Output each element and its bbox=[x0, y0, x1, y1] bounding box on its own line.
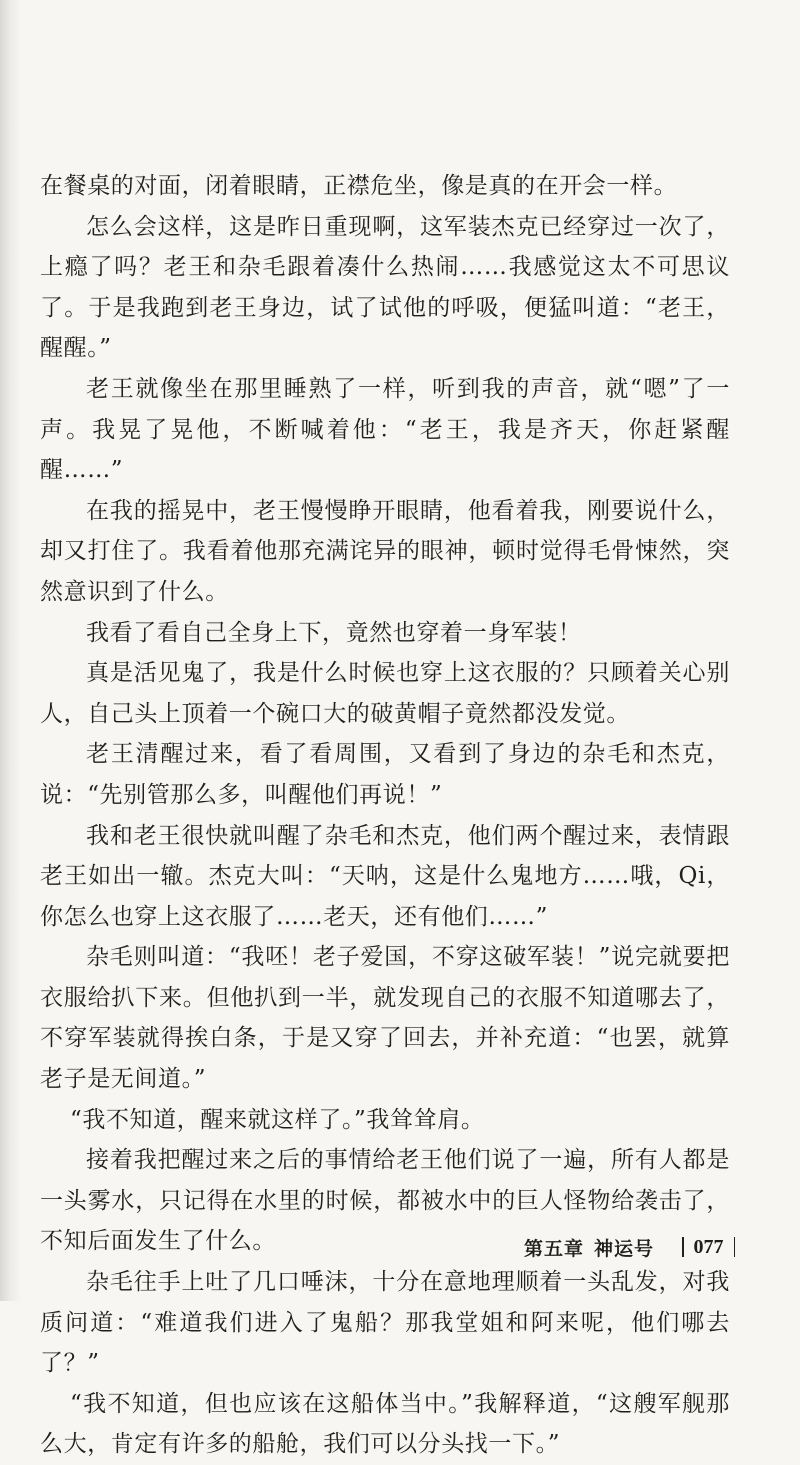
footer-separator-right bbox=[734, 1237, 736, 1257]
paragraph-7: 老王清醒过来，看了看周围，又看到了身边的杂毛和杰克，说：“先别管那么多，叫醒他们再说！” bbox=[40, 741, 730, 808]
page-body bbox=[40, 166, 730, 1465]
binding-shadow bbox=[0, 0, 22, 1301]
paragraph-6: 真是活见鬼了，我是什么时候也穿上这衣服的？只顾着关心别人，自己头上顶着一个碗口大的破黄帽子竟然都没发觉。 bbox=[40, 660, 730, 727]
paragraph-12: 杂毛往手上吐了几口唾沫，十分在意地理顺着一头乱发，对我质问道：“难道我们进入了鬼船？那我堂姐和阿来呢，他们哪去了？” bbox=[40, 1269, 730, 1377]
paragraph-3: 老王就像坐在那里睡熟了一样，听到我的声音，就“嗯”了一声。我晃了晃他，不断喊着他：“老王，我是齐天，你赶紧醒醒……” bbox=[40, 375, 730, 484]
paragraph-8: 我和老王很快就叫醒了杂毛和杰克，他们两个醒过来，表情跟老王如出一辙。杰克大叫：“天呐，这是什么鬼地方……哦，Qi，你怎么也穿上这衣服了……老天，还有他们……” bbox=[40, 822, 730, 930]
chapter-label: 第五章 bbox=[524, 1237, 585, 1260]
paragraph-11: 接着我把醒过来之后的事情给老王他们说了一遍，所有人都是一头雾水，只记得在水里的时候，都被水中的巨人怪物给袭击了，不知后面发生了什么。 bbox=[40, 1147, 730, 1255]
paragraph-2: 怎么会这样，这是昨日重现啊，这军装杰克已经穿过一次了，上瘾了吗？老王和杂毛跟着凑什么热闹……我感觉这太不可思议了。于是我跑到老王身边，试了试他的呼吸，便猛叫道：“老王，醒醒。” bbox=[40, 213, 730, 362]
paragraph-10: “我不知道，醒来就这样了。”我耸耸肩。 bbox=[70, 1106, 485, 1133]
paragraph-5: 我看了看自己全身上下，竟然也穿着一身军装！ bbox=[86, 619, 582, 646]
paragraph-4: 在我的摇晃中，老王慢慢睁开眼睛，他看着我，刚要说什么，却又打住了。我看着他那充满诧异的眼神，顿时觉得毛骨悚然，突然意识到了什么。 bbox=[40, 497, 730, 605]
paragraph-13: “我不知道，但也应该在这船体当中。”我解释道，“这艘军舰那么大，肯定有许多的船舱，我们可以分头找一下。” bbox=[40, 1390, 730, 1458]
page-footer bbox=[524, 1232, 744, 1262]
paragraph-1: 在餐桌的对面，闭着眼睛，正襟危坐，像是真的在开会一样。 bbox=[40, 173, 678, 199]
footer-separator-left bbox=[682, 1237, 684, 1257]
page-number: 077 bbox=[693, 1235, 724, 1258]
paragraph-9: 杂毛则叫道：“我呸！老子爱国，不穿这破军装！”说完就要把衣服给扒下来。但他扒到一半，就发现自己的衣服不知道哪去了，不穿军装就得挨白条，于是又穿了回去，并补充道：“也罢，就算老子是无间道。” bbox=[40, 944, 730, 1093]
chapter-title: 神运号 bbox=[594, 1237, 655, 1260]
